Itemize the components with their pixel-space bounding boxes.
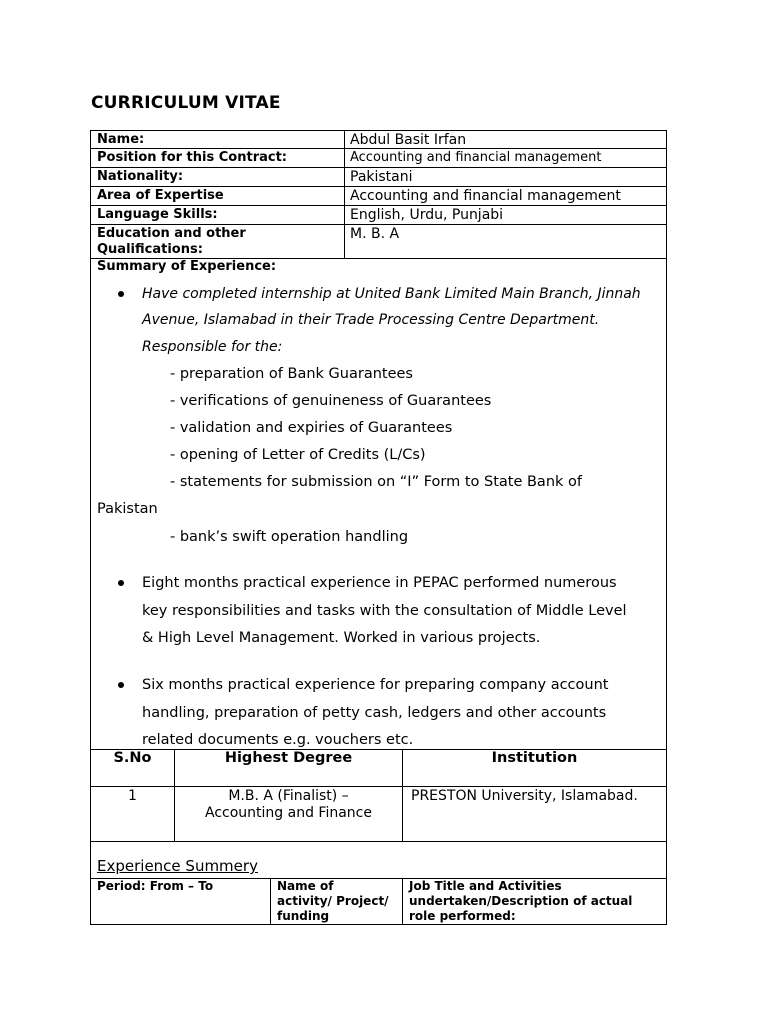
table-border xyxy=(90,878,91,925)
experience-header-job-line3: role performed: xyxy=(409,909,516,923)
info-value-position: Accounting and financial management xyxy=(350,150,602,165)
summary-item1-line1: Have completed internship at United Bank Limited Main Branch, Jinnah xyxy=(142,286,641,302)
table-border xyxy=(90,130,91,750)
summary-sub-item: - validation and expiries of Guarantees xyxy=(170,420,453,436)
table-border xyxy=(344,130,345,259)
table-border xyxy=(90,841,667,842)
info-label-position: Position for this Contract: xyxy=(97,150,287,165)
degree-header-sno: S.No xyxy=(113,750,152,766)
table-border xyxy=(90,205,667,206)
table-border xyxy=(666,749,667,842)
summary-item3-line1: Six months practical experience for preparing company account xyxy=(142,677,609,693)
info-label-name: Name: xyxy=(97,132,145,147)
summary-item1-line3: Responsible for the: xyxy=(142,339,283,355)
summary-item3-line3: related documents e.g. vouchers etc. xyxy=(142,732,414,748)
table-border xyxy=(270,878,271,925)
table-border xyxy=(666,130,667,750)
experience-header-job-line1: Job Title and Activities xyxy=(409,879,562,893)
summary-sub-item: - statements for submission on “I” Form to State Bank of xyxy=(170,474,582,490)
summary-item1-line2: Avenue, Islamabad in their Trade Processing Centre Department. xyxy=(142,312,600,328)
summary-item3-line2: handling, preparation of petty cash, ledgers and other accounts xyxy=(142,705,607,721)
degree-row-degree-line1: M.B. A (Finalist) – xyxy=(228,788,349,804)
table-border xyxy=(402,878,403,925)
table-border xyxy=(90,186,667,187)
degree-row-degree-line2: Accounting and Finance xyxy=(205,805,372,821)
degree-row-institution: PRESTON University, Islamabad. xyxy=(411,788,638,804)
summary-sub-item: - verifications of genuineness of Guarantees xyxy=(170,393,492,409)
table-border xyxy=(90,167,667,168)
info-value-name: Abdul Basit Irfan xyxy=(350,132,467,148)
summary-heading: Summary of Experience: xyxy=(97,259,277,274)
summary-sub-item: - opening of Letter of Credits (L/Cs) xyxy=(170,447,426,463)
info-value-languages: English, Urdu, Punjabi xyxy=(350,207,504,223)
experience-header-job-line2: undertaken/Description of actual xyxy=(409,894,633,908)
bullet-icon xyxy=(118,291,124,297)
table-border xyxy=(90,148,667,149)
info-label-education-line2: Qualifications: xyxy=(97,242,203,257)
info-label-languages: Language Skills: xyxy=(97,207,218,222)
experience-header-activity-line3: funding xyxy=(277,909,330,923)
info-value-expertise: Accounting and financial management xyxy=(350,188,621,204)
experience-header-activity-line1: Name of xyxy=(277,879,334,893)
experience-header-activity-line2: activity/ Project/ xyxy=(277,894,389,908)
document-title: CURRICULUM VITAE xyxy=(91,93,281,113)
info-value-nationality: Pakistani xyxy=(350,169,413,185)
info-label-nationality: Nationality: xyxy=(97,169,184,184)
info-value-education: M. B. A xyxy=(350,226,400,242)
experience-header-period: Period: From – To xyxy=(97,879,214,893)
table-border xyxy=(90,786,667,787)
summary-sub-item-wrap: Pakistan xyxy=(97,501,158,517)
degree-header-degree: Highest Degree xyxy=(224,750,353,766)
table-border xyxy=(90,224,667,225)
table-border xyxy=(90,924,667,925)
table-border xyxy=(90,130,667,131)
table-border xyxy=(666,841,667,879)
info-label-education-line1: Education and other xyxy=(97,226,246,241)
degree-header-institution: Institution xyxy=(491,750,578,766)
summary-item2-line3: & High Level Management. Worked in various projects. xyxy=(142,630,541,646)
summary-item2-line2: key responsibilities and tasks with the consultation of Middle Level xyxy=(142,603,627,619)
table-border xyxy=(90,841,91,879)
experience-heading: Experience Summery xyxy=(97,857,258,875)
bullet-icon xyxy=(118,580,124,586)
table-border xyxy=(666,878,667,925)
summary-sub-item: - bank’s swift operation handling xyxy=(170,529,409,545)
bullet-icon xyxy=(118,682,124,688)
degree-row-sno: 1 xyxy=(128,788,137,804)
info-label-expertise: Area of Expertise xyxy=(97,188,224,203)
summary-sub-item: - preparation of Bank Guarantees xyxy=(170,366,413,382)
summary-item2-line1: Eight months practical experience in PEPAC performed numerous xyxy=(142,575,617,591)
